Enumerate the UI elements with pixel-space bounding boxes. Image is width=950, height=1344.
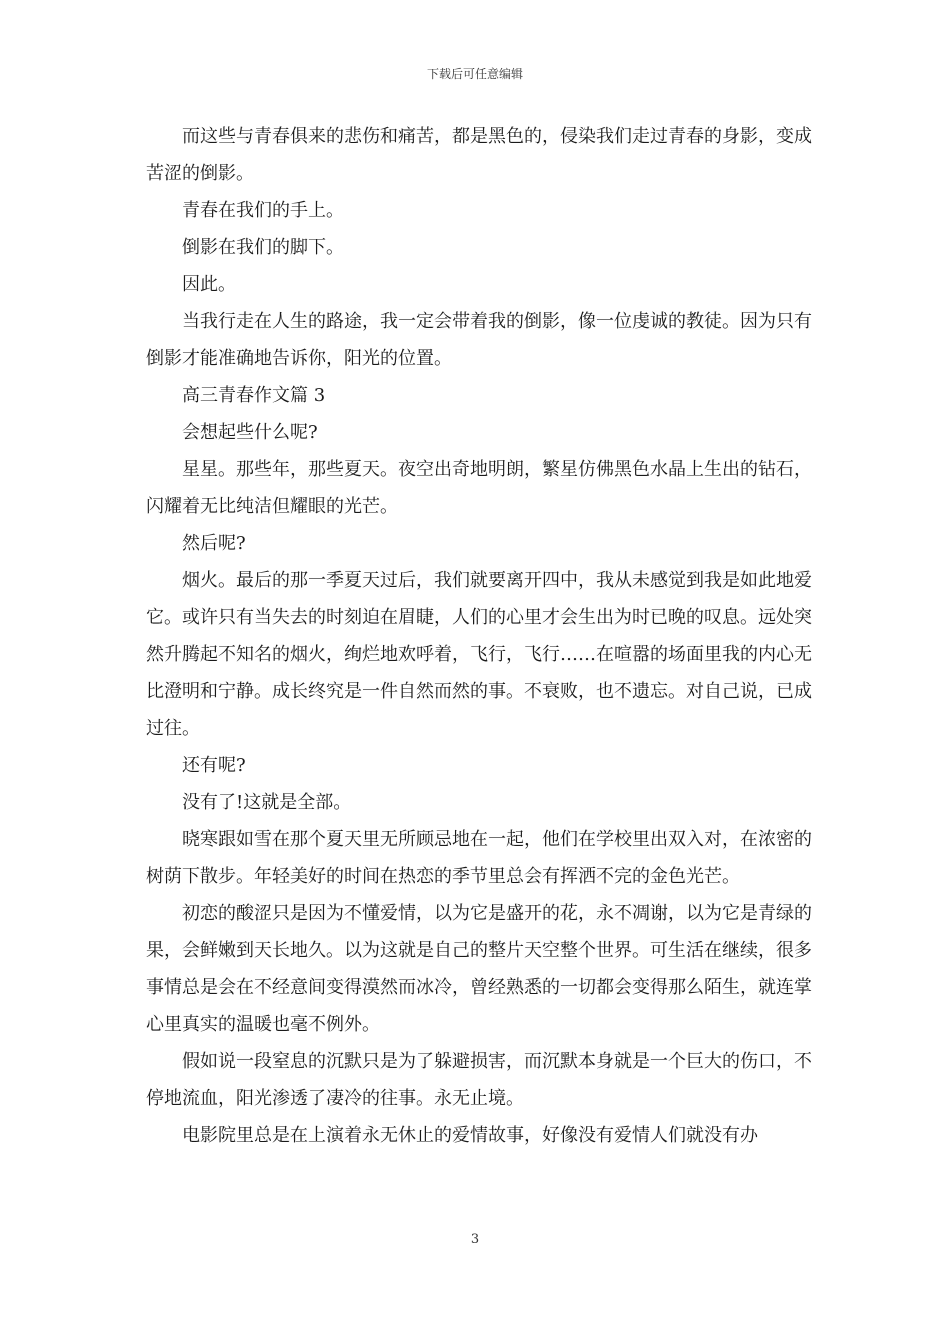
paragraph: 然后呢?	[182, 533, 246, 554]
page-header: 下载后可任意编辑	[426, 67, 523, 81]
section-heading: 高三青春作文篇 3	[182, 385, 326, 406]
page-number: 3	[470, 1232, 480, 1247]
paragraph: 星星。那些年，那些夏天。夜空出奇地明朗，繁星仿佛黑色水晶上生出的钻石，闪耀着无比纯洁但耀眼的光芒。	[146, 459, 812, 517]
paragraph: 因此。	[182, 274, 236, 295]
paragraph: 烟火。最后的那一季夏天过后，我们就要离开四中，我从未感觉到我是如此地爱它。或许只有当失去的时刻迫在眉睫，人们的心里才会生出为时已晚的叹息。远处突然升腾起不知名的烟火，绚烂地欢呼着，飞行，飞行……在喧嚣的场面里我的内心无比澄明和宁静。成长终究是一件自然而然的事。不衰败，也不遗忘。对自己说，已成过往。	[146, 570, 812, 739]
paragraph: 当我行走在人生的路途，我一定会带着我的倒影，像一位虔诚的教徒。因为只有倒影才能准确地告诉你，阳光的位置。	[146, 311, 812, 369]
paragraph: 假如说一段窒息的沉默只是为了躲避损害，而沉默本身就是一个巨大的伤口，不停地流血，阳光渗透了凄冷的往事。永无止境。	[146, 1051, 812, 1109]
paragraph: 会想起些什么呢?	[182, 422, 318, 443]
paragraph: 倒影在我们的脚下。	[182, 237, 344, 258]
paragraph: 电影院里总是在上演着永无休止的爱情故事，好像没有爱情人们就没有办	[182, 1125, 758, 1146]
paragraph: 青春在我们的手上。	[182, 200, 344, 221]
paragraph: 初恋的酸涩只是因为不懂爱情，以为它是盛开的花，永不凋谢，以为它是青绿的果，会鲜嫩到天长地久。以为这就是自己的整片天空整个世界。可生活在继续，很多事情总是会在不经意间变得漠然而冰冷，曾经熟悉的一切都会变得那么陌生，就连掌心里真实的温暖也毫不例外。	[146, 903, 812, 1035]
paragraph: 晓寒跟如雪在那个夏天里无所顾忌地在一起，他们在学校里出双入对，在浓密的树荫下散步。年轻美好的时间在热恋的季节里总会有挥洒不完的金色光芒。	[146, 829, 812, 887]
paragraph: 没有了!这就是全部。	[182, 792, 352, 813]
paragraph: 还有呢?	[182, 755, 246, 776]
paragraph: 而这些与青春俱来的悲伤和痛苦，都是黑色的，侵染我们走过青春的身影，变成苦涩的倒影。	[146, 126, 812, 184]
document-body	[146, 118, 812, 1154]
